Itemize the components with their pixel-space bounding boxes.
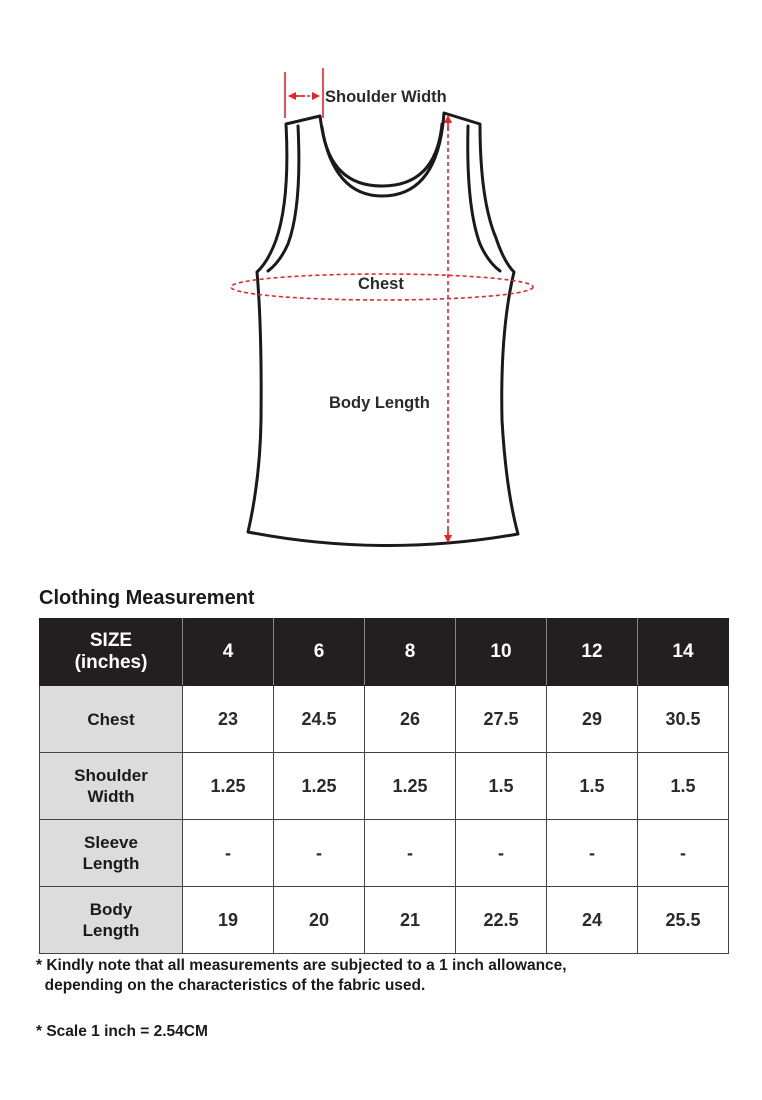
size-unit-header [40,619,183,686]
table-cell: 23 [183,686,274,753]
table-cell: 1.5 [547,753,638,820]
row-label-line: Length [82,854,140,873]
table-cell: 1.5 [638,753,729,820]
size-column-header: 12 [547,619,638,686]
row-label-chest [40,686,183,753]
table-cell: 21 [365,887,456,954]
table-cell: - [547,820,638,887]
allowance-note-line: depending on the characteristics of the fabric used. [36,977,426,994]
table-cell: 25.5 [638,887,729,954]
measurement-guides [231,68,533,542]
size-chart-table [39,618,729,954]
allowance-note [36,956,567,996]
row-label-sleeve-length [40,820,183,887]
size-column-header: 10 [456,619,547,686]
chest-label: Chest [358,275,404,293]
table-cell: - [456,820,547,887]
table-row [40,686,729,753]
table-cell: 1.25 [365,753,456,820]
row-label-line: Length [82,921,140,940]
body-length-label: Body Length [329,394,430,412]
table-cell: 20 [274,887,365,954]
table-cell: 22.5 [456,887,547,954]
table-cell: 29 [547,686,638,753]
size-column-header: 14 [638,619,729,686]
row-label-line: Shoulder [74,766,148,785]
unit-header-line: (inches) [74,652,148,673]
table-cell: 24 [547,887,638,954]
table-header-row [40,619,729,686]
row-label-shoulder-width [40,753,183,820]
allowance-note-line: * Kindly note that all measurements are subjected to a 1 inch allowance, [36,957,567,974]
table-cell: 24.5 [274,686,365,753]
table-cell: - [274,820,365,887]
table-cell: 1.5 [456,753,547,820]
table-cell: - [183,820,274,887]
table-cell: - [638,820,729,887]
table-row [40,753,729,820]
size-column-header: 6 [274,619,365,686]
size-header-line: SIZE [89,630,133,651]
table-row [40,820,729,887]
section-title: Clothing Measurement [39,587,255,609]
table-cell: - [365,820,456,887]
table-cell: 30.5 [638,686,729,753]
row-label-line: Chest [87,709,135,729]
table-cell: 19 [183,887,274,954]
shoulder-width-label: Shoulder Width [325,88,447,106]
table-cell: 1.25 [274,753,365,820]
row-label-line: Sleeve [84,833,138,852]
table-cell: 27.5 [456,686,547,753]
table-cell: 26 [365,686,456,753]
scale-note: * Scale 1 inch = 2.54CM [36,1023,208,1040]
table-cell: 1.25 [183,753,274,820]
row-label-line: Width [87,787,135,806]
row-label-line: Body [89,900,133,919]
size-column-header: 4 [183,619,274,686]
table-row [40,887,729,954]
tank-top-outline [248,113,518,546]
size-column-header: 8 [365,619,456,686]
row-label-body-length [40,887,183,954]
